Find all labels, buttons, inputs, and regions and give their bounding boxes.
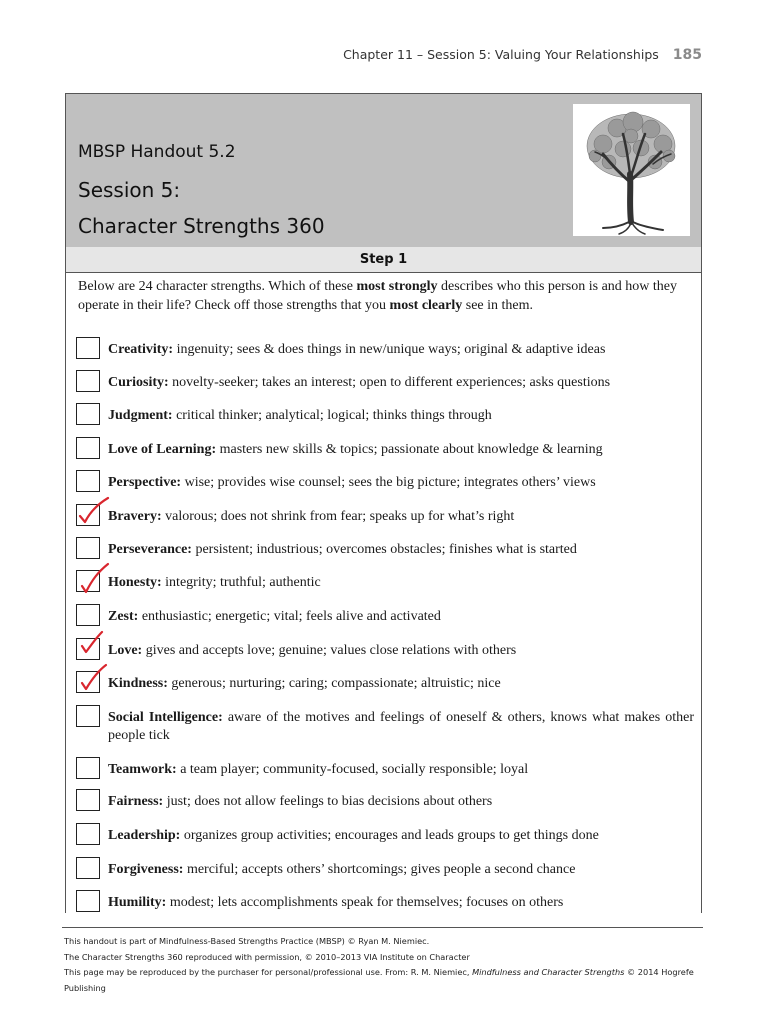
strength-checkbox[interactable] — [76, 757, 100, 779]
strength-description: generous; nurturing; caring; compassionate; altruistic; nice — [167, 676, 501, 691]
footer-text: © 2014 Hogrefe Publishing — [64, 967, 694, 993]
checkmark-icon — [72, 564, 110, 594]
strength-name: Leadership: — [108, 828, 181, 843]
strength-description: persistent; industrious; overcomes obstacles; finishes what is started — [191, 542, 577, 557]
intro-text: Below are 24 character strengths. Which of these — [78, 279, 357, 294]
strength-checkbox[interactable] — [76, 437, 100, 459]
strength-name: Kindness: — [108, 676, 168, 691]
strength-description: a team player; community-focused, socially responsible; loyal — [176, 762, 529, 777]
strength-name: Love: — [108, 643, 143, 658]
strength-name: Bravery: — [108, 509, 162, 524]
intro-text: describes who this person is and how they operate in their life? Check off those strengths that you — [78, 279, 678, 313]
strength-checkbox[interactable] — [76, 403, 100, 425]
strength-description: novelty-seeker; takes an interest; open to different experiences; asks questions — [168, 375, 611, 390]
strength-checkbox[interactable] — [76, 470, 100, 492]
strength-checkbox[interactable] — [76, 604, 100, 626]
strength-name: Perspective: — [108, 475, 182, 490]
chapter-title: Chapter 11 – Session 5: Valuing Your Relationships — [343, 47, 659, 62]
strength-name: Zest: — [108, 609, 139, 624]
strength-checkbox[interactable] — [76, 857, 100, 879]
strength-name: Curiosity: — [108, 375, 169, 390]
checkmark-icon — [72, 498, 110, 528]
session-heading: Session 5: — [78, 178, 181, 202]
strength-name: Perseverance: — [108, 542, 192, 557]
step-label: Step 1 — [66, 247, 701, 273]
strength-description: integrity; truthful; authentic — [161, 575, 321, 590]
strength-checkbox[interactable] — [76, 789, 100, 811]
strength-checkbox[interactable] — [76, 823, 100, 845]
strength-name: Forgiveness: — [108, 862, 184, 877]
strength-description: just; does not allow feelings to bias decisions about others — [163, 794, 493, 809]
instructions — [78, 277, 694, 315]
strength-name: Humility: — [108, 895, 167, 910]
strength-description: enthusiastic; energetic; vital; feels alive and activated — [138, 609, 441, 624]
footer-line: This handout is part of Mindfulness-Based Strengths Practice (MBSP) © Ryan M. Niemiec. — [64, 936, 430, 946]
strength-name: Love of Learning: — [108, 442, 217, 457]
strength-description: valorous; does not shrink from fear; speaks up for what’s right — [161, 509, 515, 524]
strength-name: Judgment: — [108, 408, 173, 423]
strength-description: critical thinker; analytical; logical; thinks things through — [172, 408, 492, 423]
strength-description: merciful; accepts others’ shortcomings; gives people a second chance — [183, 862, 576, 877]
handout-frame — [65, 93, 702, 913]
running-head — [343, 47, 702, 63]
strength-name: Social Intelligence: — [108, 710, 223, 725]
handout-header — [66, 94, 701, 248]
handout-title: Character Strengths 360 — [78, 214, 325, 238]
page-number: 185 — [672, 47, 702, 63]
strength-name: Fairness: — [108, 794, 164, 809]
strength-description: ingenuity; sees & does things in new/unique ways; original & adaptive ideas — [173, 342, 606, 357]
strength-name: Creativity: — [108, 342, 174, 357]
handout-label: MBSP Handout 5.2 — [78, 142, 236, 162]
intro-text: see in them. — [462, 298, 534, 313]
strength-checkbox[interactable] — [76, 890, 100, 912]
tree-illustration — [573, 104, 690, 236]
footer-line: The Character Strengths 360 reproduced with permission, © 2010–2013 VIA Institute on Character — [64, 951, 470, 962]
strength-checkbox[interactable] — [76, 337, 100, 359]
footer-line — [64, 965, 704, 996]
intro-emphasis: most clearly — [389, 298, 463, 313]
checkmark-icon — [72, 665, 110, 695]
strength-description: masters new skills & topics; passionate about knowledge & learning — [216, 442, 603, 457]
strength-description: gives and accepts love; genuine; values close relations with others — [142, 643, 517, 658]
strength-name: Honesty: — [108, 575, 162, 590]
strength-description: aware of the motives and feelings of oneself & others, knows what makes other people tick — [108, 710, 694, 743]
footer — [64, 934, 704, 996]
strength-description: organizes group activities; encourages and leads groups to get things done — [180, 828, 599, 843]
intro-emphasis: most strongly — [356, 279, 438, 294]
strength-checkbox[interactable] — [76, 537, 100, 559]
footer-divider — [62, 927, 703, 928]
book-title: Mindfulness and Character Strengths — [472, 967, 625, 977]
strength-checkbox[interactable] — [76, 705, 100, 727]
tree-icon — [573, 104, 690, 236]
strength-description: modest; lets accomplishments speak for themselves; focuses on others — [166, 895, 564, 910]
footer-text: This page may be reproduced by the purchaser for personal/professional use. From: R. M. Niemiec, — [64, 967, 473, 977]
strength-name: Teamwork: — [108, 762, 177, 777]
strength-description: wise; provides wise counsel; sees the big picture; integrates others’ views — [181, 475, 596, 490]
checkmark-icon — [72, 632, 110, 662]
strength-checkbox[interactable] — [76, 370, 100, 392]
